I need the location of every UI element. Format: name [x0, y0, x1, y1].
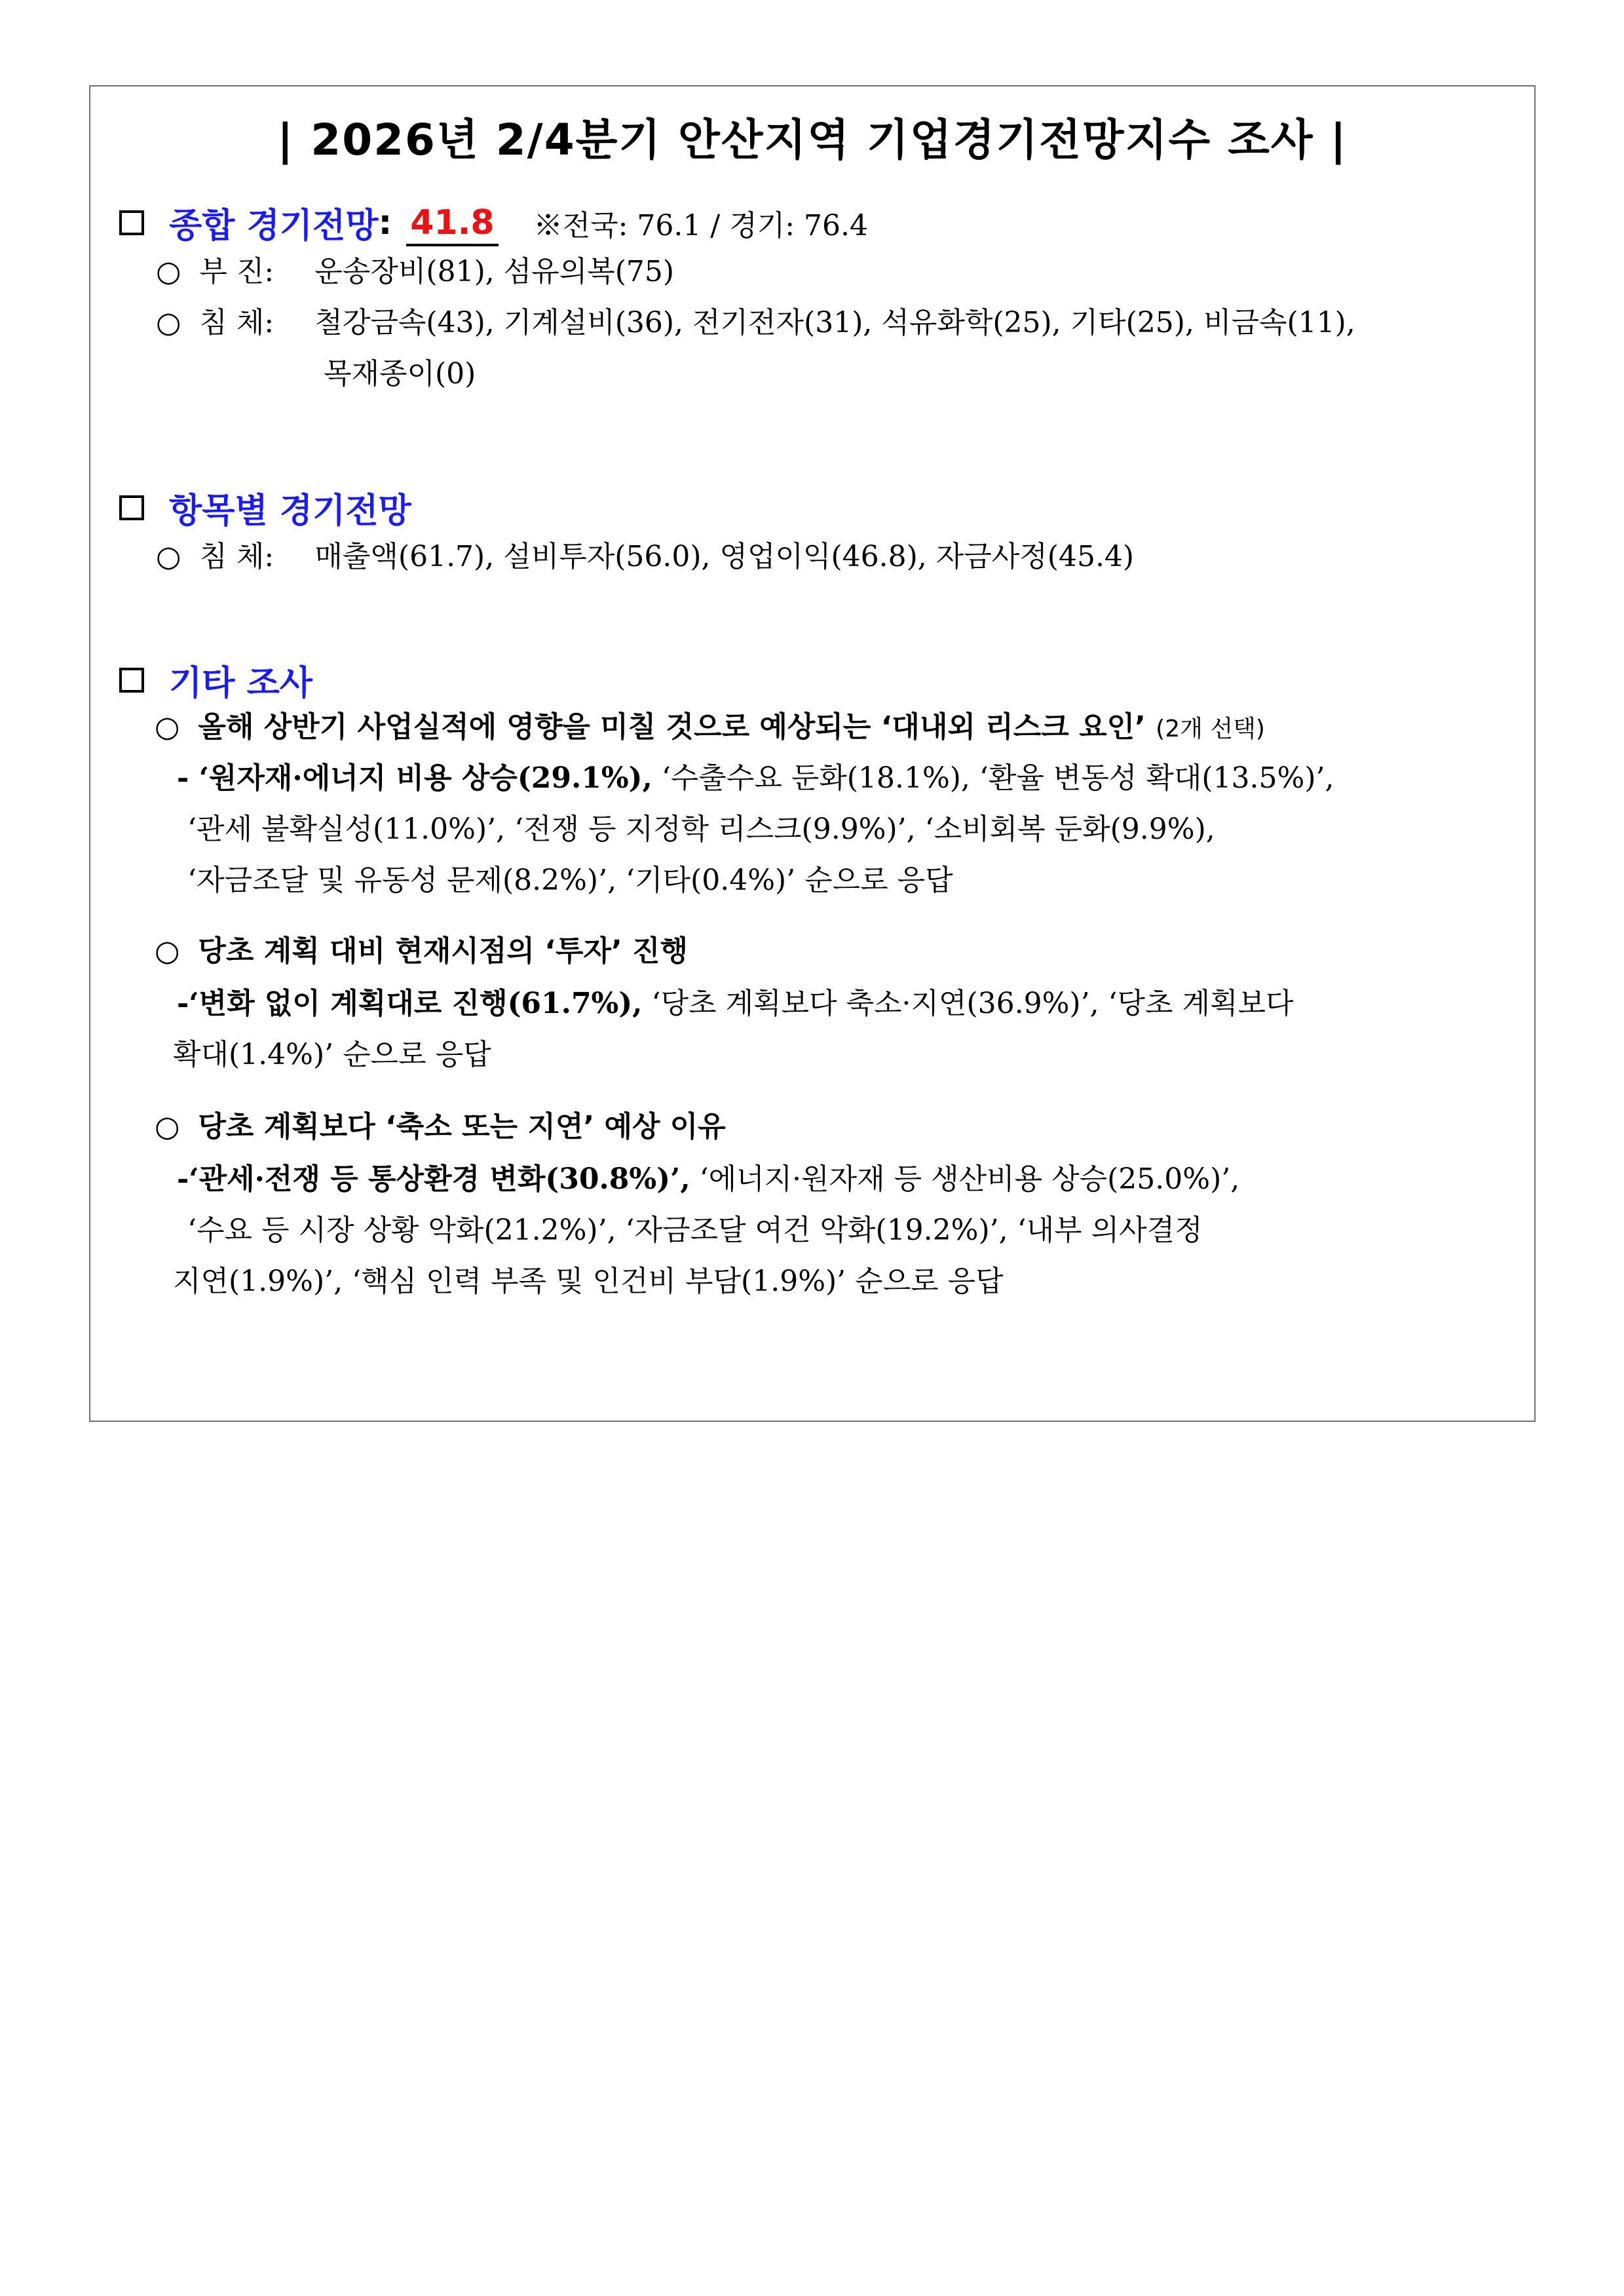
- list-item: [156, 254, 674, 290]
- circle-bullet-icon: ○: [155, 1110, 180, 1143]
- answer-line: ‘자금조달 및 유동성 문제(8.2%)’, ‘기타(0.4%)’ 순으로 응답: [187, 864, 953, 897]
- checkbox-square-icon: [119, 210, 144, 235]
- document-frame: [89, 85, 1536, 1422]
- section-heading: 항목별 경기전망: [169, 491, 411, 531]
- list-item: [156, 539, 1134, 575]
- item-text: 운송장비(81), 섬유의복(75): [314, 255, 675, 288]
- section-item-outlook: [119, 483, 411, 532]
- overall-score: 41.8: [410, 202, 495, 242]
- circle-bullet-icon: ○: [156, 306, 181, 339]
- question-text: 올해 상반기 사업실적에 영향을 미칠 것으로 예상되는 ‘대내외 리스크 요인’: [198, 710, 1146, 744]
- answer-line: [177, 985, 1294, 1022]
- item-text-continuation: 목재종이(0): [324, 357, 476, 391]
- item-text: 매출액(61.7), 설비투자(56.0), 영업이익(46.8), 자금사정(45.4): [314, 540, 1135, 573]
- section-heading: 기타 조사: [169, 664, 313, 703]
- section-overall-outlook: [119, 198, 868, 247]
- circle-bullet-icon: ○: [155, 934, 180, 968]
- question-text: 당초 계획보다 ‘축소 또는 지연’ 예상 이유: [198, 1110, 726, 1143]
- section-other-survey: [119, 655, 312, 704]
- survey-question-delay-reasons: [155, 1109, 726, 1145]
- circle-bullet-icon: ○: [155, 710, 180, 744]
- answer-rest: ‘당초 계획보다 축소·지연(36.9%)’, ‘당초 계획보다: [642, 987, 1294, 1020]
- checkbox-square-icon: [119, 495, 144, 520]
- answer-line: [177, 760, 1334, 797]
- answer-line: 확대(1.4%)’ 순으로 응답: [173, 1038, 491, 1071]
- survey-question-risk-factors: [155, 709, 1265, 748]
- section-heading: 종합 경기전망: [169, 206, 379, 246]
- circle-bullet-icon: ○: [156, 540, 181, 573]
- heading-colon: :: [378, 202, 392, 242]
- answer-top-item: -‘변화 없이 계획대로 진행(61.7%),: [177, 987, 643, 1020]
- answer-rest: ‘수출수요 둔화(18.1%), ‘환율 변동성 확대(13.5%)’,: [652, 761, 1334, 795]
- item-label: 침 체:: [199, 540, 274, 573]
- answer-top-item: -‘관세·전쟁 등 통상환경 변화(30.8%)’,: [177, 1162, 690, 1196]
- item-text: 철강금속(43), 기계설비(36), 전기전자(31), 석유화학(25), 기타(25), 비금속(11),: [314, 306, 1355, 339]
- national-comparison-note: ※전국: 76.1 / 경기: 76.4: [533, 208, 868, 242]
- circle-bullet-icon: ○: [156, 255, 181, 288]
- answer-line: [177, 1161, 1239, 1198]
- page-title: | 2026년 2/4분기 안산지역 기업경기전망지수 조사 |: [277, 115, 1348, 165]
- answer-line: ‘관세 불확실성(11.0%)’, ‘전쟁 등 지정학 리스크(9.9%)’, ‘소비회복 둔화(9.9%),: [187, 813, 1215, 846]
- answer-top-item: - ‘원자재·에너지 비용 상승(29.1%),: [177, 761, 652, 795]
- question-note: (2개 선택): [1156, 716, 1265, 742]
- answer-rest: ‘에너지·원자재 등 생산비용 상승(25.0%)’,: [690, 1162, 1240, 1196]
- list-item: [156, 305, 1355, 341]
- question-text: 당초 계획 대비 현재시점의 ‘투자’ 진행: [198, 934, 688, 968]
- checkbox-square-icon: [119, 668, 144, 693]
- item-label: 침 체:: [199, 306, 274, 339]
- item-label: 부 진:: [199, 255, 274, 288]
- answer-line: 지연(1.9%)’, ‘핵심 인력 부족 및 인건비 부담(1.9%)’ 순으로 응답: [173, 1265, 1004, 1298]
- survey-question-investment: [155, 933, 688, 970]
- answer-line: ‘수요 등 시장 상황 악화(21.2%)’, ‘자금조달 여건 악화(19.2%)’, ‘내부 의사결정: [187, 1214, 1203, 1247]
